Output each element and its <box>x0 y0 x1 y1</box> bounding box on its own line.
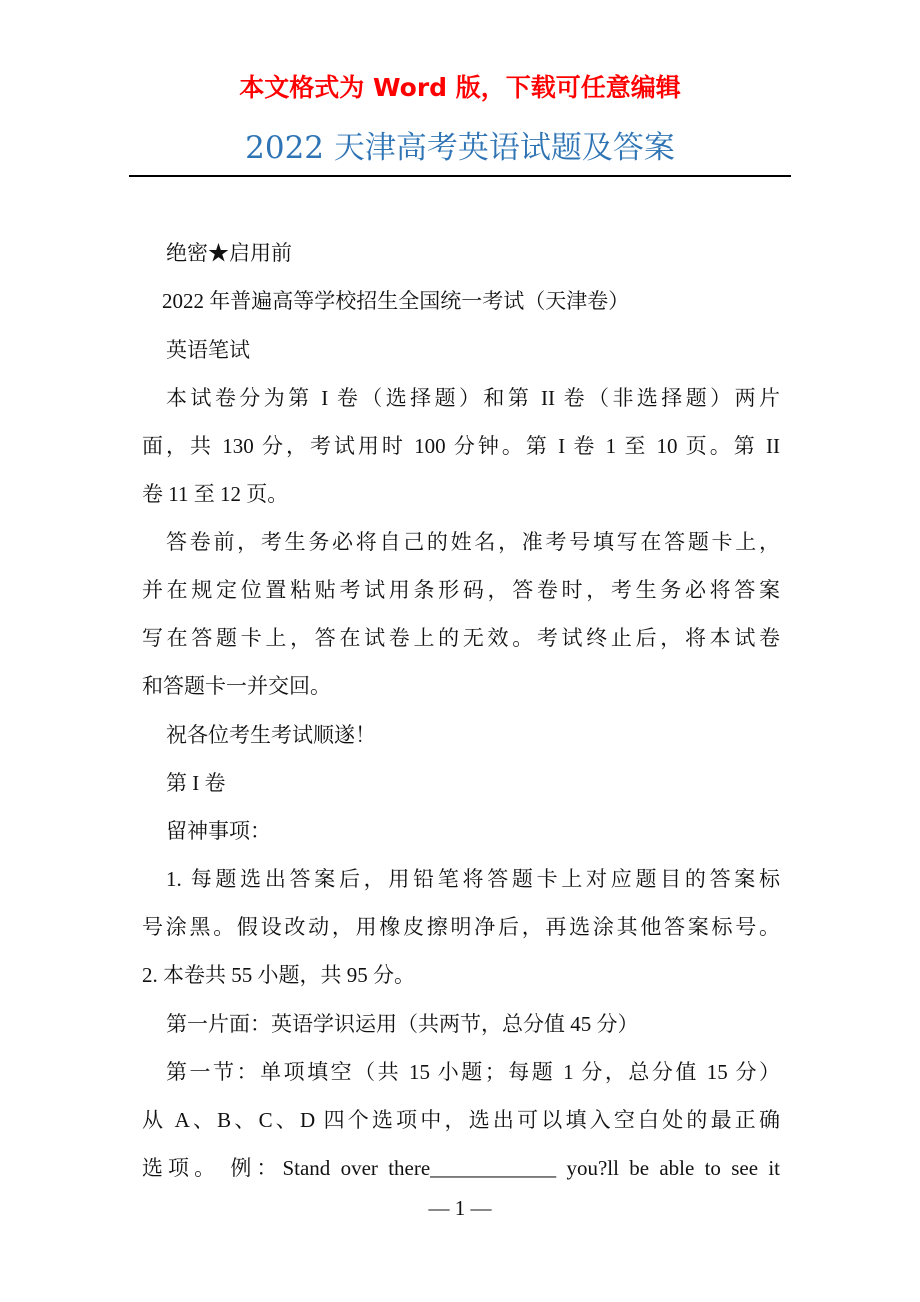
text-line: 从 A、B、C、D 四个选项中，选出可以填入空白处的最正确 <box>142 1108 780 1132</box>
text-line: 留神事项： <box>166 819 271 843</box>
text-line: 2. 本卷共 55 小题，共 95 分。 <box>142 963 415 987</box>
text-line: 本试卷分为第 I 卷（选择题）和第 II 卷（非选择题）两片 <box>166 386 780 410</box>
text-line: 答卷前，考生务必将自己的姓名，准考号填写在答题卡上， <box>166 530 780 554</box>
text-line: 第 I 卷 <box>166 771 226 795</box>
text-line: 选项。 例：Stand over there____________ you?ll be able to see it <box>142 1156 780 1180</box>
text-line: 并在规定位置粘贴考试用条形码，答卷时，考生务必将答案 <box>142 578 780 602</box>
edit-notice: 本文格式为 Word 版，下载可任意编辑 <box>239 73 681 102</box>
text-line: 2022 年普遍高等学校招生全国统一考试（天津卷） <box>162 289 630 313</box>
text-line: 1. 每题选出答案后，用铅笔将答题卡上对应题目的答案标 <box>166 867 780 891</box>
text-line: 号涂黑。假设改动，用橡皮擦明净后，再选涂其他答案标号。 <box>142 915 780 939</box>
text-line: 面，共 130 分，考试用时 100 分钟。第 I 卷 1 至 10 页。第 II <box>142 434 780 458</box>
text-line: 和答题卡一并交回。 <box>142 674 331 698</box>
text-line: 祝各位考生考试顺遂！ <box>166 723 376 747</box>
text-line: 绝密★启用前 <box>166 241 292 265</box>
page-number: — 1 — <box>428 1196 492 1220</box>
text-line: 卷 11 至 12 页。 <box>142 482 289 506</box>
document-title: 2022 天津高考英语试题及答案 <box>245 130 675 166</box>
text-line: 第一片面：英语学识运用（共两节，总分值 45 分） <box>166 1012 639 1036</box>
text-line: 写在答题卡上，答在试卷上的无效。考试终止后，将本试卷 <box>142 626 780 650</box>
text-line: 英语笔试 <box>166 338 250 362</box>
title-divider <box>129 175 791 177</box>
text-line: 第一节：单项填空（共 15 小题；每题 1 分，总分值 15 分） <box>166 1060 780 1084</box>
